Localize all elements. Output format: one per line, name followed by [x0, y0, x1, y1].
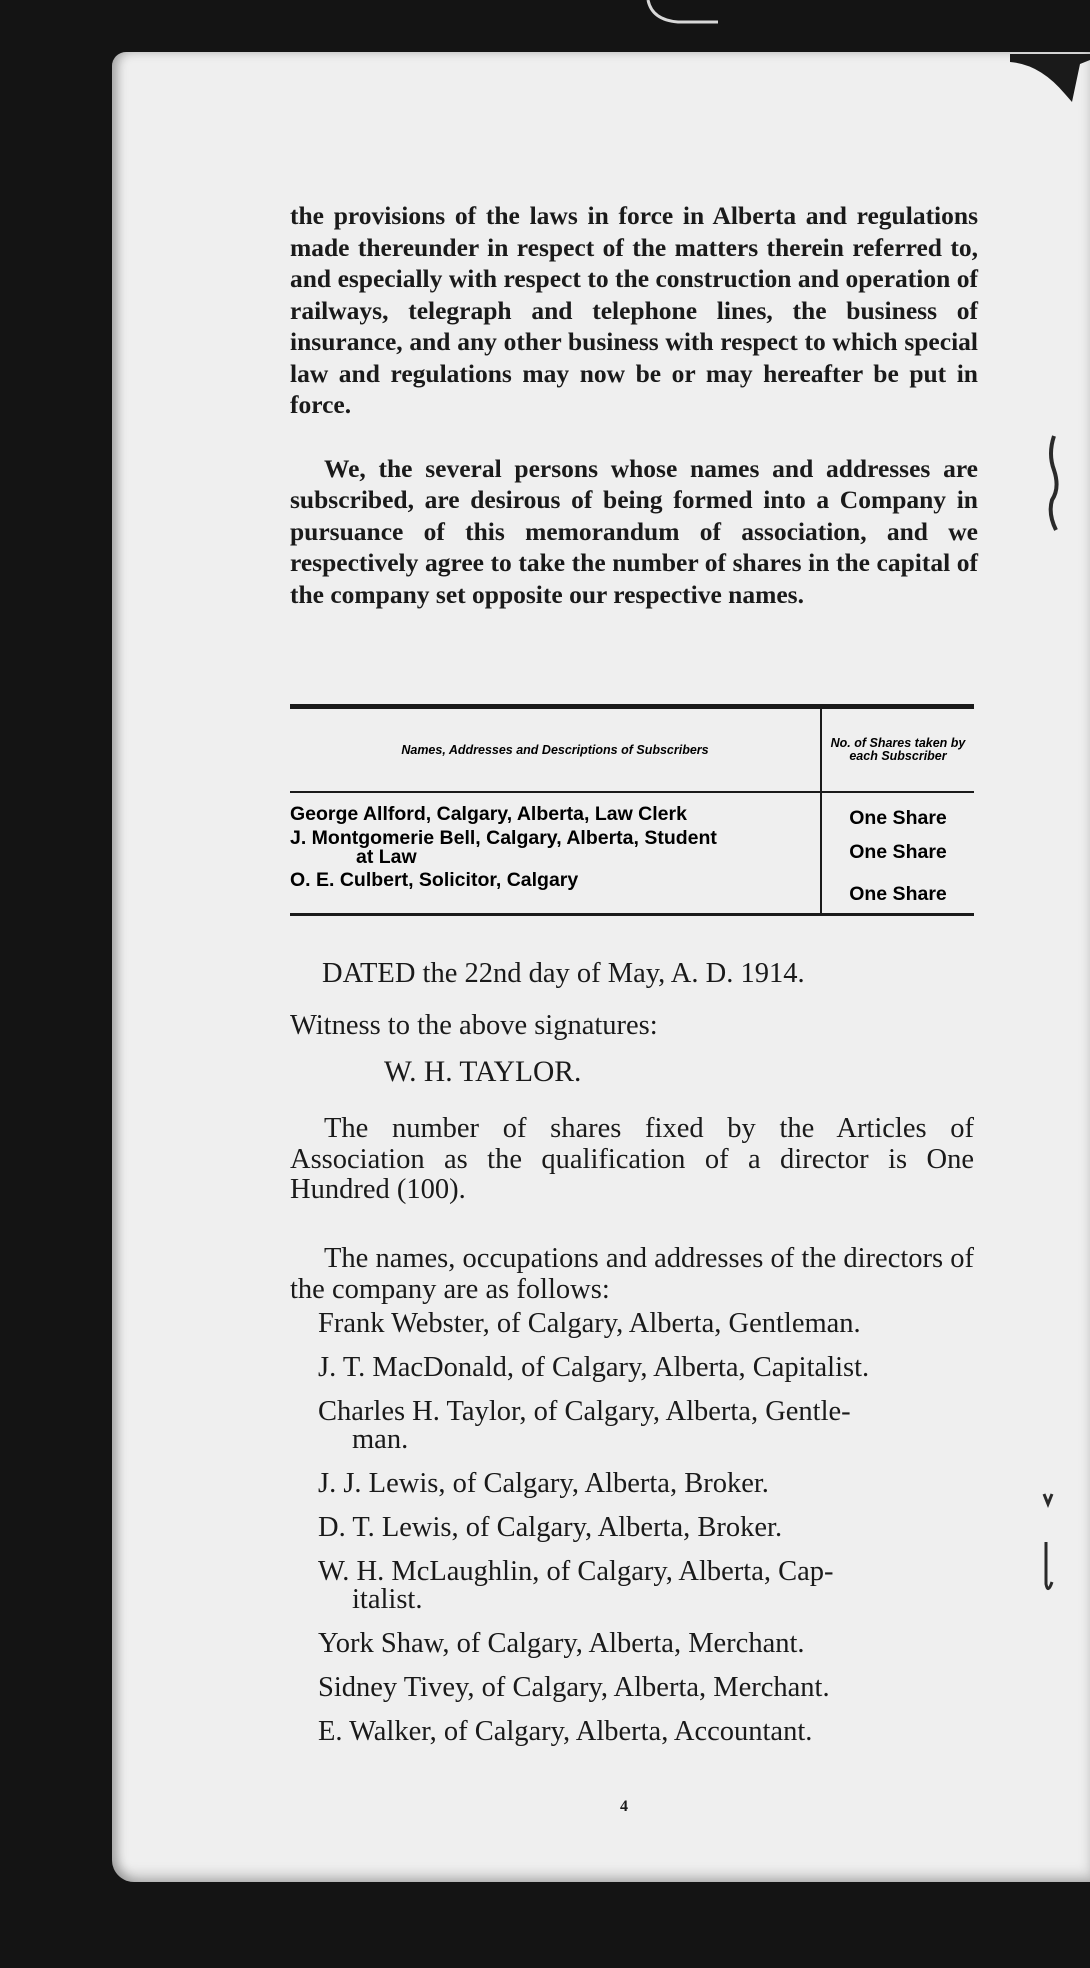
share-cell: One Share [849, 841, 947, 863]
list-item: D. T. Lewis, of Calgary, Alberta, Broker. [318, 1512, 783, 1543]
share-cell: One Share [849, 807, 947, 829]
subscribers-paragraph: We, the several persons whose names and addresses are subscribed, are desirous of being formed into a Company in pursuance of this memorandum of association, and we respectively agree to take the number of shares in the capital of the company set opposite our respective names. [290, 453, 978, 609]
list-item: Frank Webster, of Calgary, Alberta, Gentleman. [318, 1308, 861, 1339]
text-block [290, 200, 978, 610]
witness-label: Witness to the above signatures: [290, 1010, 658, 1041]
table-row: O. E. Culbert, Solicitor, Calgary [290, 869, 579, 891]
provisions-paragraph: the provisions of the laws in force in Alberta and regulations made thereunder in respect of the matters therein referred to, and especially with respect to the construction and operation of railways, telegraph and telephone lines, the business of insurance, and any other business with respect to which special law and regulations may now be or may hereafter be put in force. [290, 201, 978, 419]
margin-bracket-mark [1044, 434, 1064, 534]
witness-name: W. H. TAYLOR. [384, 1056, 582, 1088]
qualification-paragraph: The number of shares fixed by the Articles of Association as the qualification of a director is One Hundred (100). [290, 1113, 974, 1205]
table-row: J. Montgomerie Bell, Calgary, Alberta, Student at Law [290, 827, 717, 868]
list-item: York Shaw, of Calgary, Alberta, Merchant. [318, 1628, 805, 1659]
binding-clip [640, 0, 730, 30]
subscribers-table [290, 704, 974, 916]
shares-column [822, 709, 974, 913]
list-item: J. J. Lewis, of Calgary, Alberta, Broker. [318, 1468, 769, 1499]
list-item: E. Walker, of Calgary, Alberta, Accountant. [318, 1716, 813, 1747]
page-number: 4 [620, 1798, 628, 1815]
share-cell: One Share [849, 883, 947, 905]
names-column [290, 709, 822, 913]
table-row: George Allford, Calgary, Alberta, Law Clerk [290, 803, 687, 825]
shares-column-header: No. of Shares taken by each Subscriber [822, 709, 974, 793]
page-corner-mark [1010, 54, 1090, 104]
margin-line-mark [1040, 1538, 1056, 1598]
list-item: W. H. McLaughlin, of Calgary, Alberta, Cap- italist. [318, 1556, 834, 1615]
list-item: J. T. MacDonald, of Calgary, Alberta, Capitalist. [318, 1352, 870, 1383]
directors-intro: The names, occupations and addresses of the directors of the company are as follows: [290, 1243, 974, 1305]
directors-list [318, 1310, 978, 1746]
margin-tick-mark [1040, 1490, 1056, 1510]
dated-line: DATED the 22nd day of May, A. D. 1914. [322, 958, 805, 989]
list-item: Charles H. Taylor, of Calgary, Alberta, Gentle- man. [318, 1396, 851, 1455]
names-column-header: Names, Addresses and Descriptions of Subscribers [290, 709, 820, 793]
list-item: Sidney Tivey, of Calgary, Alberta, Merchant. [318, 1672, 830, 1703]
